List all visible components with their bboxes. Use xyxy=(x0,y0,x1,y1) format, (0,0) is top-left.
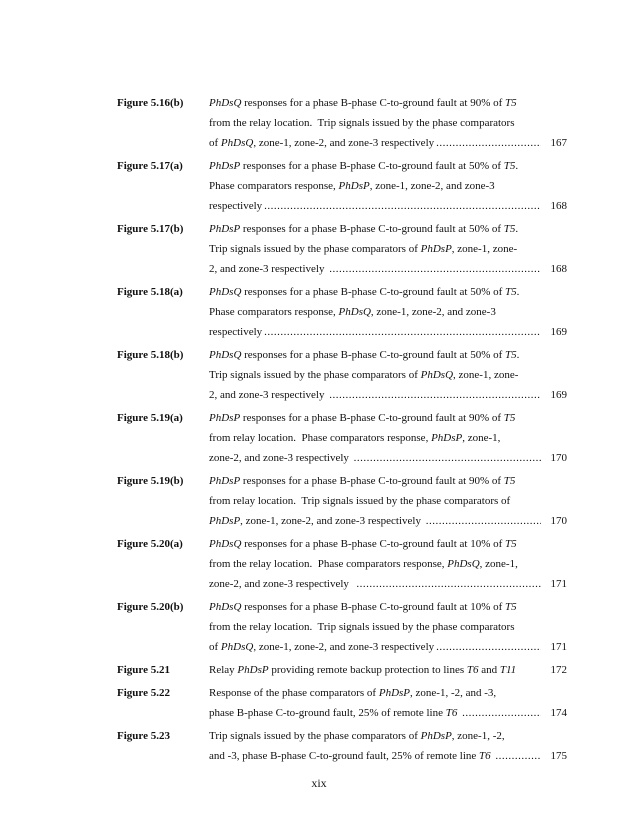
dot-leader xyxy=(354,448,541,468)
caption-text: of xyxy=(209,137,221,149)
caption-text: responses for a phase B-phase C-to-ground fault at 50% of xyxy=(241,286,506,298)
caption-text: , zone-1, -2, and -3, xyxy=(410,687,497,699)
caption-text: T6 xyxy=(479,750,491,762)
figure-caption xyxy=(209,683,567,723)
caption-text: . xyxy=(516,349,520,361)
caption-text: , zone-1, zone-2, and zone-3 respectively xyxy=(253,137,435,149)
page-reference[interactable]: 174 xyxy=(550,707,567,719)
caption-line xyxy=(209,196,567,216)
caption-text: , zone-1, zone- xyxy=(453,369,519,381)
toc-entry xyxy=(117,282,567,342)
caption-text: phase B-phase C-to-ground fault, 25% of remote line xyxy=(209,707,446,719)
caption-text: PhDsP xyxy=(338,180,370,192)
caption-line xyxy=(209,156,567,176)
page-reference[interactable]: 170 xyxy=(550,515,567,527)
caption-text: PhDsQ xyxy=(420,369,454,381)
caption-line xyxy=(209,637,567,657)
caption-text: Phase comparators response, xyxy=(209,180,339,192)
page-reference[interactable]: 171 xyxy=(550,641,567,653)
caption-text: Response of the phase comparators of xyxy=(209,687,379,699)
caption-text: responses for a phase B-phase C-to-ground fault at 90% of xyxy=(240,475,504,487)
figure-number: Figure 5.20(b) xyxy=(117,601,184,613)
caption-text: and -3, phase B-phase C-to-ground fault, 25% of remote line xyxy=(209,750,480,762)
page-number: xix xyxy=(311,776,327,790)
figure-number: Figure 5.17(b) xyxy=(117,223,184,235)
caption-text: responses for a phase B-phase C-to-ground fault at 50% of xyxy=(241,349,506,361)
caption-text: , zone-1, -2, xyxy=(451,730,505,742)
toc-entry xyxy=(117,93,567,153)
caption-text: , zone-1, zone-2, and zone-3 xyxy=(370,306,496,318)
caption-text: from the relay location. Trip signals issued by the phase comparators xyxy=(209,117,515,129)
caption-text xyxy=(457,703,460,723)
caption-text: 2, and zone-3 respectively xyxy=(209,389,328,401)
figure-number: Figure 5.21 xyxy=(117,664,170,676)
caption-text: T5 xyxy=(505,97,517,109)
dot-leader xyxy=(426,511,541,531)
caption-text: responses for a phase B-phase C-to-ground fault at 50% of xyxy=(240,160,504,172)
caption-text: from relay location. Trip signals issued by the phase comparators of xyxy=(209,495,511,507)
dot-leader xyxy=(495,746,541,766)
caption-text: PhDsQ xyxy=(209,601,242,613)
figure-caption xyxy=(209,93,567,153)
caption-text: Trip signals issued by the phase comparators of xyxy=(209,369,421,381)
page-reference[interactable]: 171 xyxy=(550,578,567,590)
dot-leader xyxy=(356,574,541,594)
caption-text: responses for a phase B-phase C-to-ground fault at 10% of xyxy=(241,601,506,613)
caption-line xyxy=(209,428,567,448)
caption-line xyxy=(209,574,567,594)
caption-text: PhDsQ xyxy=(220,641,254,653)
caption-text: T5 xyxy=(503,160,516,172)
caption-line xyxy=(209,113,567,133)
caption-text xyxy=(491,746,494,766)
caption-text: PhDsP xyxy=(209,223,241,235)
caption-line xyxy=(209,491,567,511)
figure-number: Figure 5.18(a) xyxy=(117,286,183,298)
caption-text: Relay xyxy=(209,664,238,676)
caption-text: PhDsP xyxy=(209,475,241,487)
figure-caption xyxy=(209,471,567,531)
toc-entry xyxy=(117,471,567,531)
caption-line xyxy=(209,471,567,491)
caption-text: T11 xyxy=(499,664,517,676)
caption-text: PhDsQ xyxy=(209,349,242,361)
caption-line xyxy=(209,322,567,342)
caption-text: responses for a phase B-phase C-to-ground fault at 90% of xyxy=(241,97,506,109)
caption-text: responses for a phase B-phase C-to-ground fault at 10% of xyxy=(241,538,506,550)
caption-text: . xyxy=(515,160,519,172)
caption-text: PhDsP xyxy=(431,432,463,444)
toc-entry xyxy=(117,408,567,468)
figure-caption xyxy=(209,345,567,405)
caption-text: Trip signals issued by the phase comparators of xyxy=(209,730,421,742)
caption-text: T5 xyxy=(503,223,516,235)
caption-line xyxy=(209,726,567,746)
caption-text: , zone-1, xyxy=(462,432,501,444)
caption-text: responses for a phase B-phase C-to-ground fault at 50% of xyxy=(240,223,504,235)
figure-caption xyxy=(209,282,567,342)
caption-text: T5 xyxy=(503,412,516,424)
caption-text: , zone-1, zone- xyxy=(451,243,518,255)
caption-text: PhDsP xyxy=(378,687,411,699)
caption-text: T6 xyxy=(445,707,458,719)
caption-line xyxy=(209,302,567,322)
toc-entry xyxy=(117,660,567,680)
caption-text: from the relay location. Phase comparators response, xyxy=(209,558,448,570)
caption-text: PhDsP xyxy=(209,412,241,424)
caption-text: PhDsQ xyxy=(220,137,254,149)
caption-text: . xyxy=(515,223,519,235)
caption-text: PhDsQ xyxy=(209,538,242,550)
caption-line xyxy=(209,385,567,405)
caption-text: of xyxy=(209,641,221,653)
figure-number: Figure 5.18(b) xyxy=(117,349,184,361)
figure-caption xyxy=(209,660,567,680)
caption-text: T6 xyxy=(466,664,479,676)
figure-caption xyxy=(209,219,567,279)
caption-text: Phase comparators response, xyxy=(209,306,339,318)
caption-text: 2, and zone-3 respectively xyxy=(209,263,328,275)
dot-leader xyxy=(264,322,541,342)
figure-caption xyxy=(209,156,567,216)
caption-line xyxy=(209,408,567,428)
caption-line xyxy=(209,660,567,680)
page-reference[interactable]: 168 xyxy=(550,263,567,275)
list-of-figures xyxy=(117,93,567,769)
caption-text: , zone-1, zone-2, and zone-3 respectively xyxy=(253,641,435,653)
figure-number: Figure 5.16(b) xyxy=(117,97,184,109)
page-reference[interactable]: 167 xyxy=(550,137,567,149)
page-reference[interactable]: 169 xyxy=(550,326,567,338)
page-reference[interactable]: 175 xyxy=(550,750,567,762)
figure-number: Figure 5.17(a) xyxy=(117,160,183,172)
caption-text: responses for a phase B-phase C-to-ground fault at 90% of xyxy=(240,412,504,424)
figure-number: Figure 5.19(b) xyxy=(117,475,184,487)
caption-text: providing remote backup protection to lines xyxy=(268,664,467,676)
caption-text: PhDsQ xyxy=(447,558,480,570)
caption-text: T5 xyxy=(503,475,516,487)
caption-line xyxy=(209,176,567,196)
caption-text: zone-2, and zone-3 respectively xyxy=(209,578,355,590)
caption-text: from the relay location. Trip signals issued by the phase comparators xyxy=(209,621,515,633)
page-reference[interactable]: 172 xyxy=(550,664,567,676)
caption-line xyxy=(209,554,567,574)
caption-text: PhDsP xyxy=(420,243,452,255)
figure-number: Figure 5.20(a) xyxy=(117,538,183,550)
caption-text: T5 xyxy=(505,349,517,361)
figure-number: Figure 5.23 xyxy=(117,730,170,742)
dot-leader xyxy=(329,385,541,405)
caption-line xyxy=(209,219,567,239)
toc-entry xyxy=(117,534,567,594)
caption-line xyxy=(209,511,567,531)
caption-text: PhDsQ xyxy=(338,306,371,318)
caption-text: , zone-1, zone-2, and zone-3 xyxy=(369,180,495,192)
caption-text: PhDsP xyxy=(209,160,241,172)
caption-text: from relay location. Phase comparators response, xyxy=(209,432,432,444)
caption-line xyxy=(209,93,567,113)
caption-line xyxy=(209,282,567,302)
caption-text: PhDsP xyxy=(237,664,269,676)
caption-text: respectively xyxy=(209,326,263,338)
caption-line xyxy=(209,617,567,637)
toc-entry xyxy=(117,683,567,723)
caption-line xyxy=(209,703,567,723)
caption-text: , zone-1, xyxy=(479,558,518,570)
figure-caption xyxy=(209,726,567,766)
caption-text: , zone-1, zone-2, and zone-3 respectively xyxy=(240,515,424,527)
caption-text: T5 xyxy=(505,538,517,550)
figure-number: Figure 5.22 xyxy=(117,687,170,699)
caption-text: . xyxy=(516,286,520,298)
dot-leader xyxy=(264,196,541,216)
toc-entry xyxy=(117,597,567,657)
page-reference[interactable]: 169 xyxy=(550,389,567,401)
caption-line xyxy=(209,597,567,617)
caption-text: T5 xyxy=(505,286,517,298)
toc-entry xyxy=(117,726,567,766)
toc-entry xyxy=(117,156,567,216)
caption-line xyxy=(209,365,567,385)
caption-text: zone-2, and zone-3 respectively xyxy=(209,452,352,464)
caption-line xyxy=(209,345,567,365)
figure-caption xyxy=(209,534,567,594)
dot-leader xyxy=(329,259,541,279)
caption-line xyxy=(209,746,567,766)
caption-text: respectively xyxy=(209,200,263,212)
caption-text: PhDsP xyxy=(420,730,452,742)
caption-line xyxy=(209,239,567,259)
caption-text: and xyxy=(478,664,500,676)
caption-text: PhDsQ xyxy=(209,286,242,298)
figure-number: Figure 5.19(a) xyxy=(117,412,183,424)
page-reference[interactable]: 168 xyxy=(550,200,567,212)
dot-leader xyxy=(462,703,541,723)
caption-line xyxy=(209,448,567,468)
caption-text: Trip signals issued by the phase comparators of xyxy=(209,243,421,255)
caption-line xyxy=(209,534,567,554)
caption-line xyxy=(209,683,567,703)
page-reference[interactable]: 170 xyxy=(550,452,567,464)
toc-entry xyxy=(117,345,567,405)
figure-caption xyxy=(209,408,567,468)
caption-text: PhDsP xyxy=(209,515,241,527)
dot-leader xyxy=(436,637,541,657)
caption-text: T5 xyxy=(505,601,517,613)
caption-line xyxy=(209,133,567,153)
caption-line xyxy=(209,259,567,279)
dot-leader xyxy=(436,133,541,153)
figure-caption xyxy=(209,597,567,657)
caption-text: PhDsQ xyxy=(209,97,242,109)
toc-entry xyxy=(117,219,567,279)
